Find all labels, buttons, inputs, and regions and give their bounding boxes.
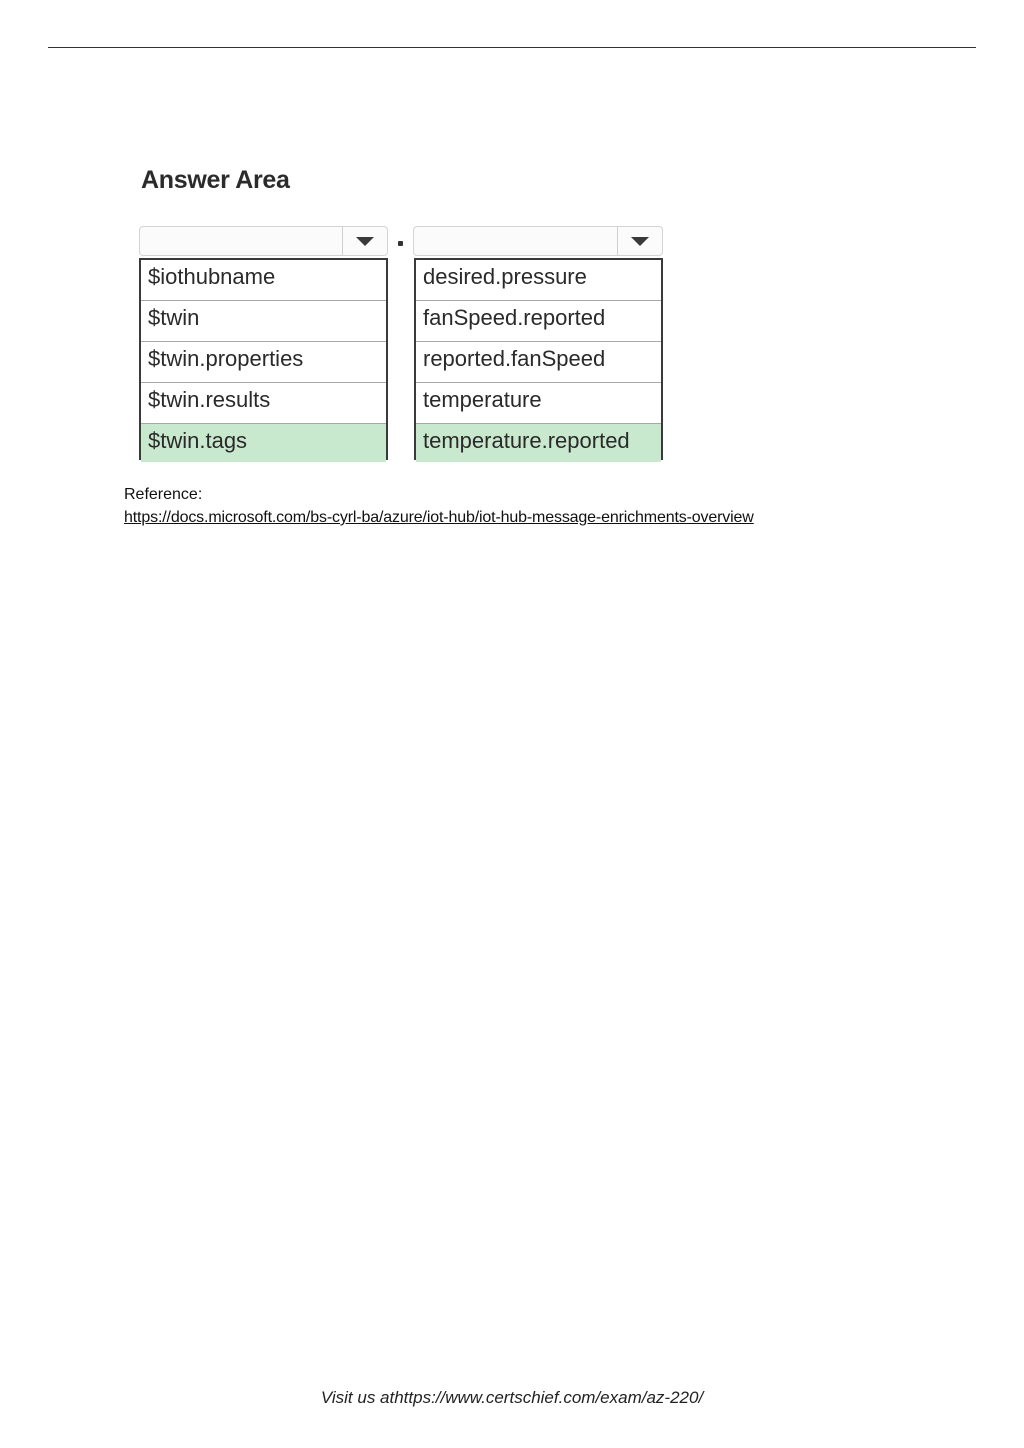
left-option-twin-results[interactable]: $twin.results — [141, 383, 386, 424]
left-dropdown-toggle[interactable] — [342, 227, 387, 255]
left-option-twin-properties[interactable]: $twin.properties — [141, 342, 386, 383]
right-dropdown-toggle[interactable] — [617, 227, 662, 255]
right-option-temperature[interactable]: temperature — [416, 383, 661, 424]
right-dropdown[interactable] — [413, 226, 663, 256]
left-option-twin-tags[interactable]: $twin.tags — [141, 424, 386, 462]
separator-dot — [398, 241, 403, 246]
left-option-twin[interactable]: $twin — [141, 301, 386, 342]
footer-text: Visit us athttps://www.certschief.com/exam/az-220/ — [320, 1388, 704, 1407]
left-option-iothubname[interactable]: $iothubname — [141, 260, 386, 301]
left-options-list — [139, 258, 388, 460]
header-divider — [48, 47, 976, 48]
answer-area-title: Answer Area — [141, 166, 290, 194]
reference-label: Reference: — [124, 486, 203, 503]
right-option-reported-fanspeed[interactable]: reported.fanSpeed — [416, 342, 661, 383]
right-option-temperature-reported[interactable]: temperature.reported — [416, 424, 661, 462]
chevron-down-icon — [356, 237, 374, 246]
chevron-down-icon — [631, 237, 649, 246]
right-option-fanspeed-reported[interactable]: fanSpeed.reported — [416, 301, 661, 342]
reference-link[interactable]: https://docs.microsoft.com/bs-cyrl-ba/azure/iot-hub/iot-hub-message-enrichments-overview — [124, 509, 754, 526]
right-option-desired-pressure[interactable]: desired.pressure — [416, 260, 661, 301]
left-dropdown[interactable] — [139, 226, 388, 256]
right-options-list — [414, 258, 663, 460]
